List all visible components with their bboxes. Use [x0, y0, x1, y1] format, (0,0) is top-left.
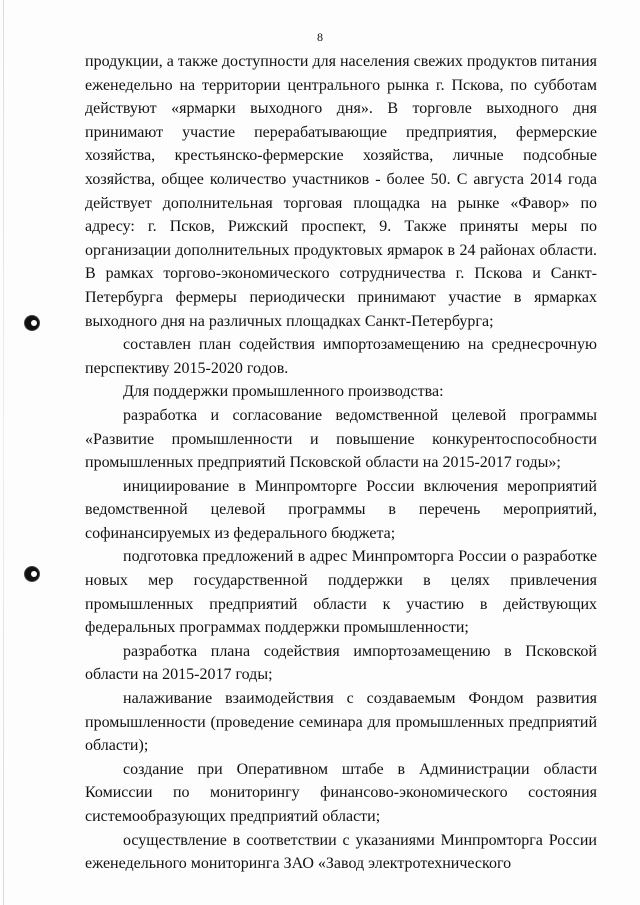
paragraph: налаживание взаимодействия с создаваемым Фондом развития промышленности (проведение семинара для промышленных предприятий области);	[85, 690, 597, 755]
document-body	[85, 50, 597, 876]
paragraph: разработка и согласование ведомственной целевой программы «Развитие промышленности и повышение конкурентоспособности промышленных предприятий Псковской области на 2015-2017 годы»;	[85, 406, 597, 472]
paragraph: разработка плана содействия импортозамещению в Псковской области на 2015-2017 годы;	[85, 642, 597, 684]
page-number: 8	[317, 30, 323, 44]
paragraph: подготовка предложений в адрес Минпромторга России о разработке новых мер государственной поддержки в целях привлечения промышленных предприятий области к участию в действующих федеральных программах поддержки промышленности;	[85, 548, 597, 637]
paragraph: составлен план содействия импортозамещению на среднесрочную перспективу 2015-2020 годов.	[85, 336, 597, 377]
paragraph-continuation: продукции, а также доступности для населения свежих продуктов питания еженедельно на территории центрального рынка г. Пскова, по субботам действуют «ярмарки выходного дня». В торговле выходного дня принимают участие перерабатывающие предприятия, фермерские хозяйства, крестьянско-фермерские хозяйства, личные подсобные хозяйства, общее количество участников - более 50. С августа 2014 года действует дополнительная торговая площадка на рынке «Фавор» по адресу: г. Псков, Рижский проспект, 9. Также приняты меры по организации дополнительных продуктовых ярмарок в 24 районах области. В рамках торгово-экономического сотрудничества г. Пскова и Санкт-Петербурга фермеры периодически принимают участие в ярмарках выходного дня на различных площадках Санкт-Петербурга;	[85, 53, 597, 330]
paragraph: инициирование в Минпромторге России включения мероприятий ведомственной целевой программы в перечень мероприятий, софинансируемых из федерального бюджета;	[85, 477, 597, 542]
paragraph: осуществление в соответствии с указаниями Минпромторга России еженедельного мониторинга ЗАО «Завод электротехнического	[85, 831, 597, 873]
punch-hole-icon	[25, 567, 39, 581]
section-heading: Для поддержки промышленного производства:	[123, 383, 444, 401]
punch-hole-icon	[25, 316, 39, 330]
scan-edge	[3, 0, 4, 905]
paragraph: создание при Оперативном штабе в Администрации области Комиссии по мониторингу финансово-экономического состояния системообразующих предприятий области;	[85, 760, 597, 825]
